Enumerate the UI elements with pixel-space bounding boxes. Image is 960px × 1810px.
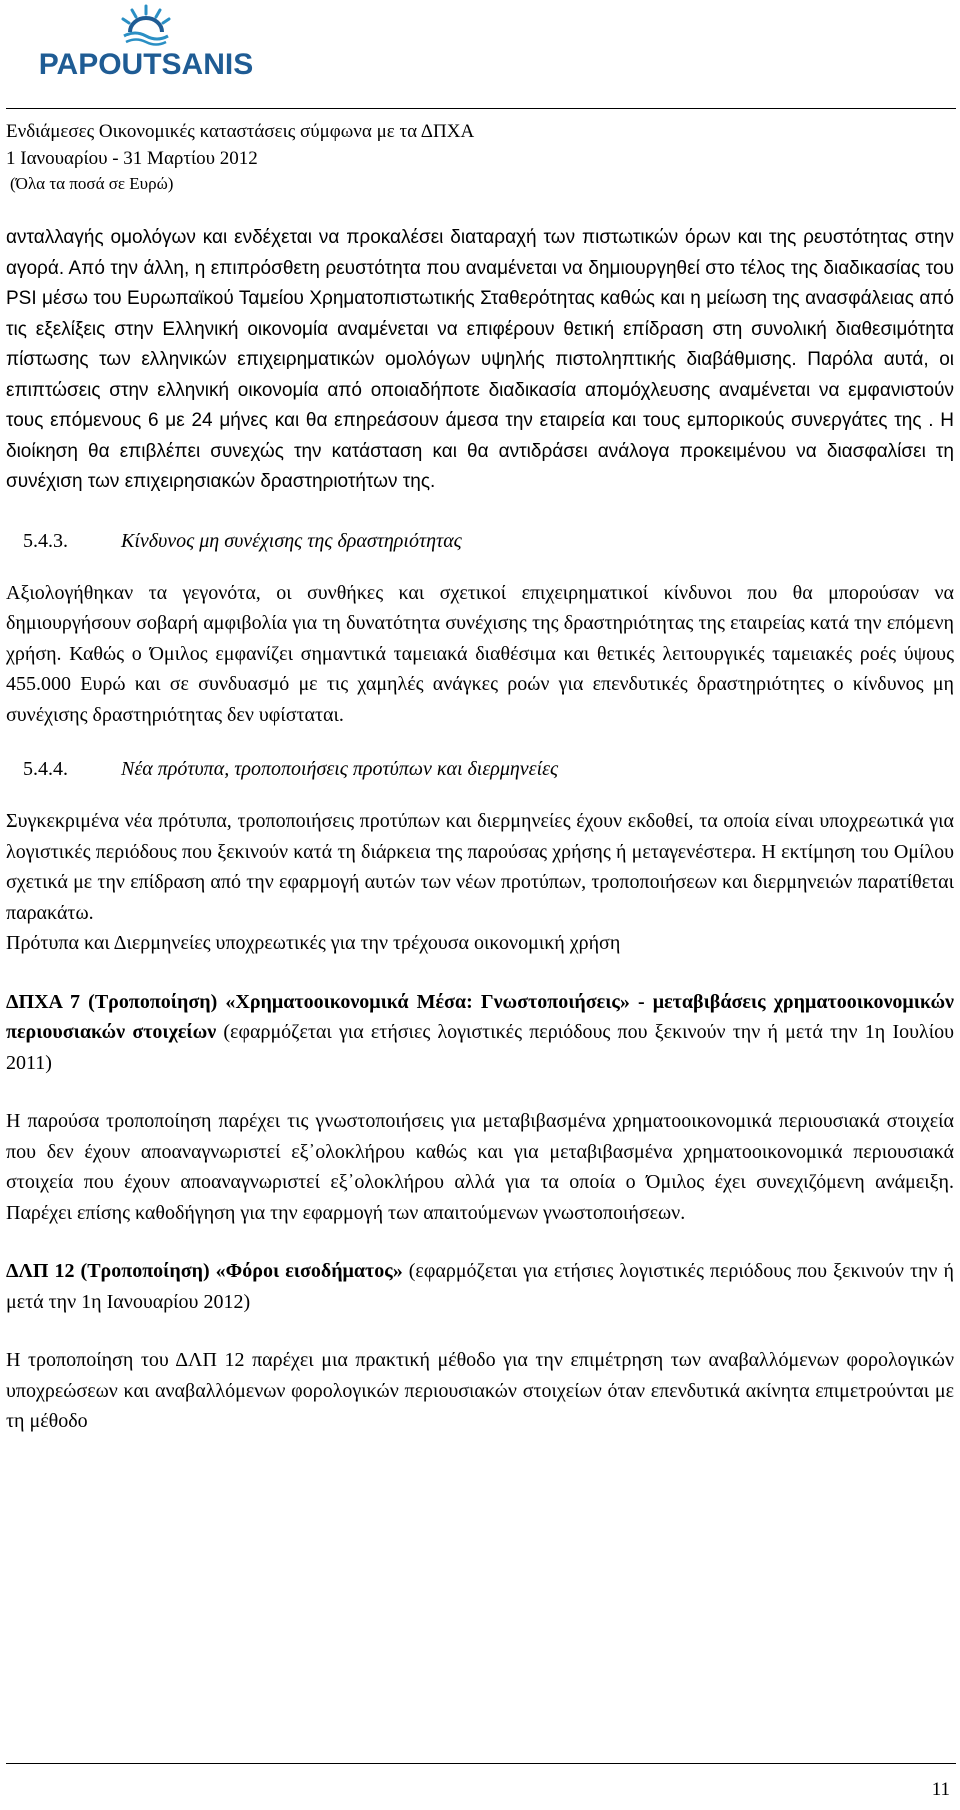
ifrs7-title: ΔΠΧΑ 7 (Τροποποίηση) «Χρηματοοικονομικά Μέσα: Γνωστοποιήσεις» - μεταβιβάσεις χρηματοοικονομικών περιουσιακών στοιχείων — [6, 990, 954, 1043]
header-period: 1 Ιανουαρίου - 31 Μαρτίου 2012 — [6, 148, 258, 169]
document-header — [6, 118, 956, 196]
sun-wave-logo-icon — [26, 4, 266, 82]
ias12-applicability: (εφαρμόζεται για ετήσιες λογιστικές περιόδους που ξεκινούν την ή μετά την 1η Ιανουαρίου 2012) — [6, 1260, 954, 1313]
section-title: Νέα πρότυπα, τροποποιήσεις προτύπων και διερμηνείες — [121, 758, 559, 780]
section-title: Κίνδυνος μη συνέχισης της δραστηριότητας — [121, 529, 462, 552]
document-body — [6, 223, 954, 1437]
logo-text: PAPOUTSANIS — [38, 48, 254, 81]
section-heading-5-4-4 — [6, 754, 954, 784]
ifrs7-applicability: (εφαρμόζεται για ετήσιες λογιστικές περιόδους που ξεκινούν την ή μετά την 1η Ιουλίου 2011) — [6, 1021, 954, 1074]
company-logo — [26, 4, 266, 82]
section-heading-5-4-3 — [6, 526, 954, 556]
header-rule — [6, 108, 956, 109]
paragraph-ifrs7-body: Η παρούσα τροποποίηση παρέχει τις γνωστοποιήσεις για μεταβιβασμένα χρηματοοικονομικά περιουσιακά στοιχεία που δεν έχουν αποαναγνωριστεί εξ᾽ολοκλήρου καθώς και για μεταβιβασμένα χρηματοοικονομικά περιουσιακά στοιχεία που έχουν αποαναγνωριστεί εξ᾽ολοκλήρου αλλά για τα οποία ο Όμιλος έχει συνεχιζόμενη ανάμειξη. Παρέχει επίσης καθοδήγηση για την εφαρμογή των απαιτούμενων γνωστοποιήσεων. — [6, 1110, 954, 1224]
ias12-title: ΔΛΠ 12 (Τροποποίηση) «Φόροι εισοδήματος» — [6, 1260, 403, 1282]
paragraph-mandatory-standards: Πρότυπα και Διερμηνείες υποχρεωτικές για την τρέχουσα οικονομική χρήση — [6, 932, 621, 954]
page-number: 11 — [931, 1779, 950, 1800]
section-number: 5.4.4. — [23, 758, 68, 780]
paragraph-liquidity: ανταλλαγής ομολόγων και ενδέχεται να προκαλέσει διαταραχή των πιστωτικών όρων και της ρευστότητας στην αγορά. Από την άλλη, η επιπρόσθετη ρευστότητα που αναμένεται να δημιουργηθεί στο τέλος της διαδικασίας του PSI μέσω του Ευρωπαϊκού Ταμείου Χρηματοπιστωτικής Σταθερότητας καθώς και η μείωση της ανασφάλειας από τις εξελίξεις στην Ελληνική οικονομία αναμένεται να επιφέρουν θετική επίδραση στη συνολική διαθεσιμότητα πίστωσης των ελληνικών επιχειρηματικών ομολόγων υψηλής πιστοληπτικής διαβάθμισης. Παρόλα αυτά, οι επιπτώσεις στην ελληνική οικονομία από οποιαδήποτε διαδικασία απομόχλευσης αναμένεται να εμφανιστούν τους επόμενους 6 με 24 μήνες και θα επηρεάσουν άμεσα την εταιρεία και τους εμπορικούς συνεργάτες της . Η διοίκηση θα επιβλέπει συνεχώς την κατάσταση και θα αντιδράσει ανάλογα προκειμένου να διασφαλίσει τη συνέχιση των επιχειρησιακών δραστηριοτήτων της. — [6, 227, 954, 492]
footer-rule — [6, 1763, 956, 1764]
paragraph-ifrs7-heading — [6, 987, 954, 1079]
section-number: 5.4.3. — [23, 529, 68, 552]
paragraph-ias12-heading — [6, 1256, 954, 1317]
paragraph-ias12-body: Η τροποποίηση του ΔΛΠ 12 παρέχει μια πρακτική μέθοδο για την επιμέτρηση των αναβαλλόμενων φορολογικών υποχρεώσεων και αναβαλλόμενων φορολογικών περιουσιακών στοιχείων όταν επενδυτικά ακίνητα επιμετρούνται με τη μέθοδο — [6, 1349, 954, 1432]
paragraph-new-standards: Συγκεκριμένα νέα πρότυπα, τροποποιήσεις προτύπων και διερμηνείες έχουν εκδοθεί, τα οποία είναι υποχρεωτικά για λογιστικές περιόδους που ξεκινούν κατά τη διάρκεια της παρούσας χρήσης ή μεταγενέστερα. Η εκτίμηση του Ομίλου σχετικά με την επίδραση από την εφαρμογή αυτών των νέων προτύπων, τροποποιήσεων και διερμηνειών παρατίθεται παρακάτω. — [6, 810, 954, 924]
header-currency: (Όλα τα ποσά σε Ευρώ) — [10, 174, 174, 193]
paragraph-going-concern: Αξιολογήθηκαν τα γεγονότα, οι συνθήκες και σχετικοί επιχειρηματικοί κίνδυνοι που θα μπορούσαν να δημιουργήσουν σοβαρή αμφιβολία για τη δυνατότητα συνέχισης της δραστηριότητας της εταιρείας κατά την επόμενη χρήση. Καθώς ο Όμιλος εμφανίζει σημαντικά ταμειακά διαθέσιμα και θετικές λειτουργικές ταμειακές ροές ύψους 455.000 Ευρώ και σε συνδυασμό με τις χαμηλές ανάγκες ροών για επενδυτικές δραστηριότητες ο κίνδυνος μη συνέχισης δραστηριότητας δεν υφίσταται. — [6, 581, 954, 726]
header-title: Ενδιάμεσες Οικονομικές καταστάσεις σύμφωνα με τα ΔΠΧΑ — [6, 121, 475, 142]
